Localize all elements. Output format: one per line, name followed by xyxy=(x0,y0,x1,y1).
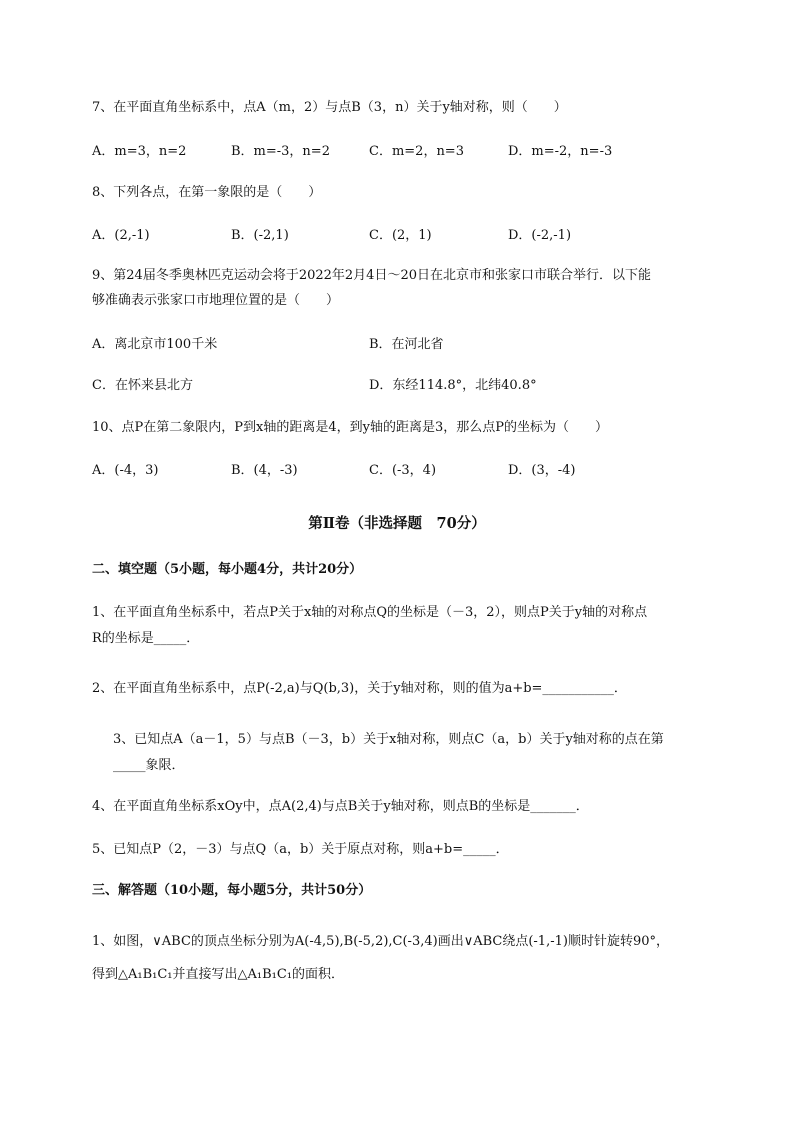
solve-q1-line2: 得到△A₁B₁C₁并直接写出△A₁B₁C₁的面积． xyxy=(92,967,345,982)
solve-q1-line1: 1、如图，∨ABC的顶点坐标分别为A(-4,5),B(-5,2),C(-3,4)画出∨ABC绕点(-1,-1)顺时针旋转90°， xyxy=(92,934,669,949)
q7-stem: 7、在平面直角坐标系中，点A（m，2）与点B（3，n）关于y轴对称，则（ ） xyxy=(92,100,567,115)
fill-q1-line2: R的坐标是_____． xyxy=(92,631,200,646)
q9-option-d: D．东经114.8°，北纬40.8° xyxy=(369,378,537,393)
q9-stem-line2: 够准确表示张家口市地理位置的是（ ） xyxy=(92,293,340,308)
fill-q2: 2、在平面直角坐标系中，点P(-2,a)与Q(b,3)，关于y轴对称，则的值为a+b=___________． xyxy=(92,681,627,696)
fill-q3-line1: 3、已知点A（a－1，5）与点B（－3，b）关于x轴对称，则点C（a，b）关于y轴对称的点在第 xyxy=(113,732,664,747)
q8-option-d: D．(-2,-1) xyxy=(508,228,572,243)
q10-option-a: A．(-4，3) xyxy=(92,463,159,478)
fill-q3-line2: _____象限． xyxy=(113,758,185,773)
solve-section-heading: 三、解答题（10小题，每小题5分，共计50分） xyxy=(92,883,372,898)
q10-option-b: B．(4，-3) xyxy=(231,463,298,478)
q7-option-c: C．m=2，n=3 xyxy=(369,144,464,159)
q8-stem: 8、下列各点，在第一象限的是（ ） xyxy=(92,185,322,200)
q7-option-a: A．m=3，n=2 xyxy=(92,144,187,159)
q10-stem: 10、点P在第二象限内，P到x轴的距离是4，到y轴的距离是3，那么点P的坐标为（ ） xyxy=(92,420,609,435)
q7-option-d: D．m=-2，n=-3 xyxy=(508,144,613,159)
q10-option-c: C．(-3，4) xyxy=(369,463,437,478)
fill-section-heading: 二、填空题（5小题，每小题4分，共计20分） xyxy=(92,562,363,577)
fill-q5: 5、已知点P（2，－3）与点Q（a，b）关于原点对称，则a+b=_____． xyxy=(92,842,509,857)
fill-q4: 4、在平面直角坐标系xOy中，点A(2,4)与点B关于y轴对称，则点B的坐标是_______． xyxy=(92,799,589,814)
q8-option-a: A．(2,-1) xyxy=(92,228,150,243)
q8-option-c: C．(2，1) xyxy=(369,228,432,243)
q8-option-b: B．(-2,1) xyxy=(231,228,289,243)
q10-option-d: D．(3，-4) xyxy=(508,463,576,478)
q7-option-b: B．m=-3，n=2 xyxy=(231,144,330,159)
q9-option-b: B．在河北省 xyxy=(369,337,444,352)
q9-option-a: A．离北京市100千米 xyxy=(92,337,218,352)
fill-q1-line1: 1、在平面直角坐标系中，若点P关于x轴的对称点Q的坐标是（－3，2），则点P关于y轴的对称点 xyxy=(92,605,648,620)
q9-option-c: C．在怀来县北方 xyxy=(92,378,193,393)
q9-stem-line1: 9、第24届冬季奥林匹克运动会将于2022年2月4日～20日在北京市和张家口市联合举行．以下能 xyxy=(92,268,651,283)
part2-title: 第Ⅱ卷（非选择题 70分） xyxy=(308,515,486,532)
